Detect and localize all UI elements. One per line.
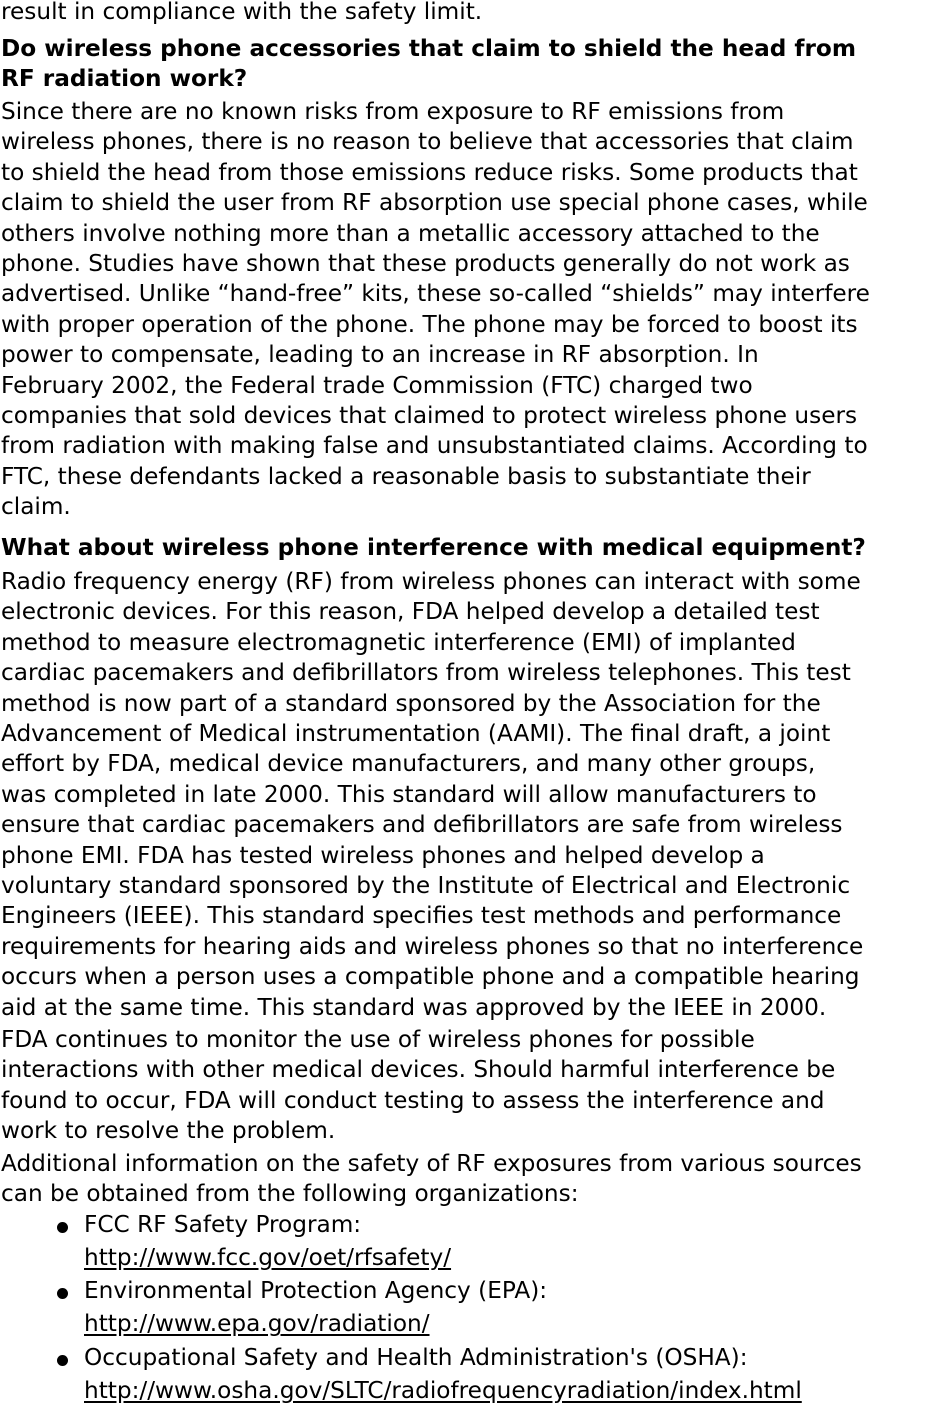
text-line: aid at the same time. This standard was approved by the IEEE in 2000. bbox=[1, 993, 827, 1021]
text-line: wireless phones, there is no reason to believe that accessories that claim bbox=[1, 128, 854, 156]
q1-heading bbox=[1, 34, 937, 93]
text-line: power to compensate, leading to an increase in RF absorption. In bbox=[1, 341, 759, 369]
text-line: interactions with other medical devices. Should harmful interference be bbox=[1, 1056, 836, 1084]
text-line: Radio frequency energy (RF) from wireless phones can interact with some bbox=[1, 568, 861, 595]
text-line: to shield the head from those emissions reduce risks. Some products that bbox=[1, 158, 858, 186]
list-item bbox=[0, 1276, 937, 1342]
text-line: work to resolve the problem. bbox=[1, 1117, 336, 1145]
intro-paragraph bbox=[1, 0, 937, 27]
text-line: phone. Studies have shown that these products generally do not work as bbox=[1, 250, 850, 278]
text-line: Engineers (IEEE). This standard specifies test methods and performance bbox=[1, 902, 842, 930]
text-line: advertised. Unlike “hand-free” kits, these so-called “shields” may interfere bbox=[1, 280, 870, 308]
text-line: phone EMI. FDA has tested wireless phones and helped develop a bbox=[1, 841, 765, 869]
org-link[interactable]: http://www.osha.gov/SLTC/radiofrequencyradiation/index.html bbox=[84, 1376, 802, 1404]
heading-line: RF radiation work? bbox=[1, 64, 248, 92]
text-line: ensure that cardiac pacemakers and defibrillators are safe from wireless bbox=[1, 811, 843, 839]
text-line: can be obtained from the following organizations: bbox=[1, 1180, 579, 1208]
bullet-icon bbox=[57, 1355, 68, 1366]
q2-heading bbox=[1, 533, 937, 563]
org-name: FCC RF Safety Program: bbox=[84, 1211, 362, 1238]
text-line: claim. bbox=[1, 493, 71, 521]
text-line: voluntary standard sponsored by the Institute of Electrical and Electronic bbox=[1, 872, 851, 900]
text-line: FTC, these defendants lacked a reasonable basis to substantiate their bbox=[1, 462, 811, 490]
text-line: Advancement of Medical instrumentation (AAMI). The final draft, a joint bbox=[1, 720, 831, 748]
organizations-list bbox=[0, 1210, 937, 1409]
list-item bbox=[0, 1343, 937, 1409]
text-line: requirements for hearing aids and wireless phones so that no interference bbox=[1, 932, 864, 960]
text-line: method is now part of a standard sponsored by the Association for the bbox=[1, 689, 821, 717]
text-line: was completed in late 2000. This standard will allow manufacturers to bbox=[1, 780, 817, 808]
org-name: Occupational Safety and Health Administration's (OSHA): bbox=[84, 1343, 748, 1371]
text-line: Additional information on the safety of RF exposures from various sources bbox=[1, 1150, 862, 1177]
text-line: found to occur, FDA will conduct testing to assess the interference and bbox=[1, 1086, 825, 1114]
org-link[interactable]: http://www.epa.gov/radiation/ bbox=[84, 1310, 430, 1338]
text-line: cardiac pacemakers and defibrillators from wireless telephones. This test bbox=[1, 659, 851, 687]
org-name: Environmental Protection Agency (EPA): bbox=[84, 1277, 548, 1305]
text-line: Since there are no known risks from exposure to RF emissions from bbox=[1, 98, 785, 125]
monitoring-paragraph bbox=[1, 1025, 937, 1147]
q2-answer-paragraph bbox=[1, 567, 937, 1023]
q1-answer-paragraph bbox=[1, 97, 937, 523]
text-line: occurs when a person uses a compatible phone and a compatible hearing bbox=[1, 963, 860, 991]
text-line: February 2002, the Federal trade Commission (FTC) charged two bbox=[1, 371, 753, 399]
text-line: effort by FDA, medical device manufacturers, and many other groups, bbox=[1, 750, 816, 778]
text-line: with proper operation of the phone. The phone may be forced to boost its bbox=[1, 310, 858, 338]
list-item bbox=[0, 1210, 937, 1276]
additional-info-paragraph bbox=[1, 1149, 937, 1210]
text-line: electronic devices. For this reason, FDA helped develop a detailed test bbox=[1, 598, 820, 626]
text-line: others involve nothing more than a metallic accessory attached to the bbox=[1, 219, 820, 247]
bullet-icon bbox=[57, 1222, 68, 1233]
text-line: claim to shield the user from RF absorption use special phone cases, while bbox=[1, 189, 868, 217]
org-link[interactable]: http://www.fcc.gov/oet/rfsafety/ bbox=[84, 1244, 452, 1271]
text-line: FDA continues to monitor the use of wireless phones for possible bbox=[1, 1026, 755, 1053]
bullet-icon bbox=[57, 1288, 68, 1299]
text-line: result in compliance with the safety limit. bbox=[1, 0, 483, 25]
text-line: from radiation with making false and unsubstantiated claims. According to bbox=[1, 432, 868, 460]
heading-line: Do wireless phone accessories that claim to shield the head from bbox=[1, 35, 857, 62]
text-line: method to measure electromagnetic interference (EMI) of implanted bbox=[1, 628, 796, 656]
heading-line: What about wireless phone interference with medical equipment? bbox=[1, 534, 866, 561]
text-line: companies that sold devices that claimed to protect wireless phone users bbox=[1, 402, 858, 430]
